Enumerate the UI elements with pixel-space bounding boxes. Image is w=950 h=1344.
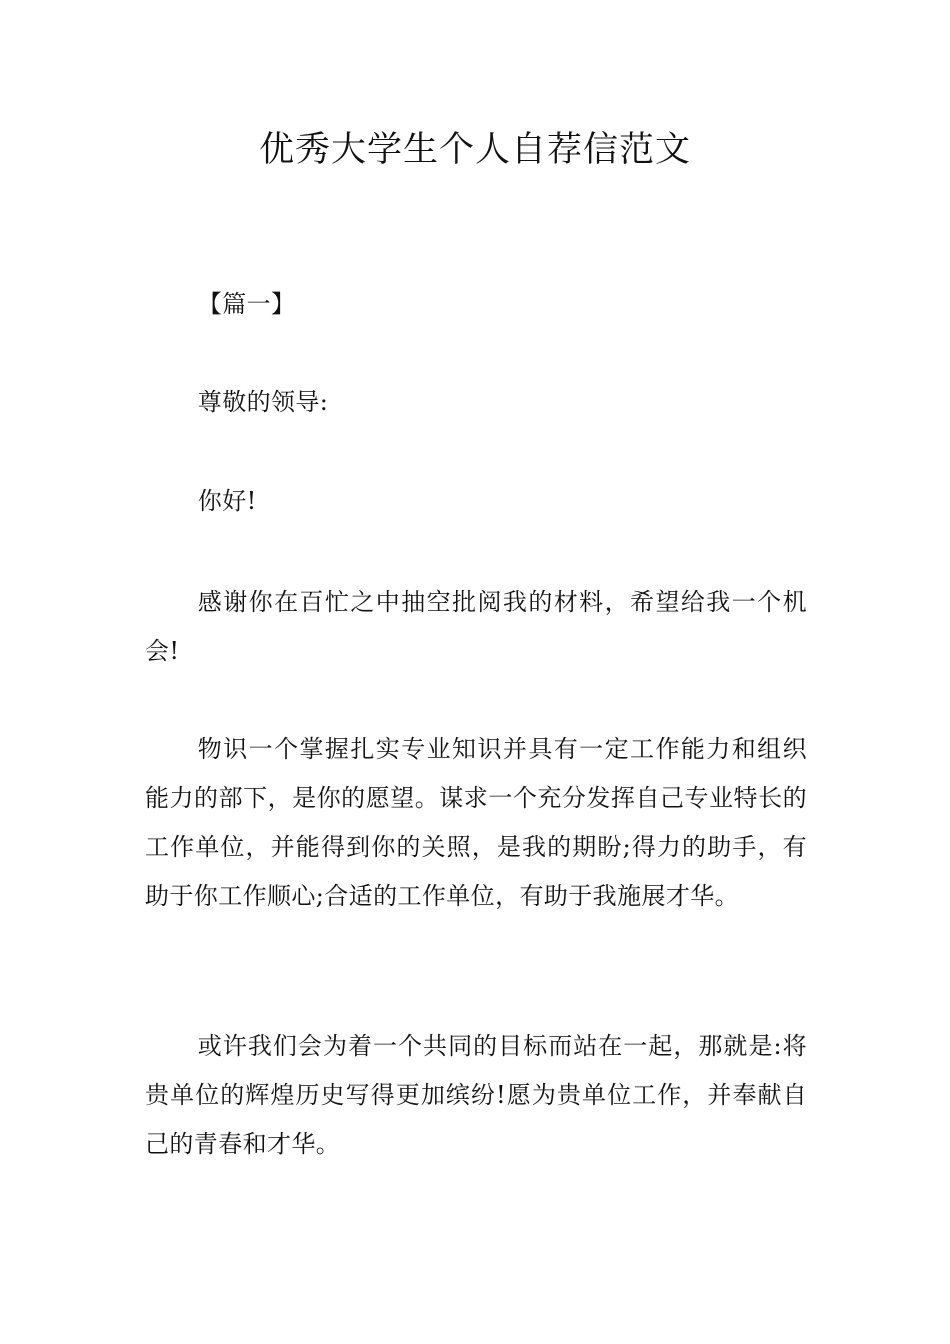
salutation: [145, 378, 807, 427]
paragraph-text: 或许我们会为着一个共同的目标而站在一起，那就是:将贵单位的辉煌历史写得更加缤纷!愿为贵单位工作，并奉献自己的青春和才华。: [145, 1032, 807, 1158]
paragraph-3: [145, 1022, 807, 1169]
greeting-text: 你好!: [197, 487, 257, 515]
section-label: [145, 280, 807, 329]
paragraph-text: 物识一个掌握扎实专业知识并具有一定工作能力和组织能力的部下，是你的愿望。谋求一个充分发挥自己专业特长的工作单位，并能得到你的关照，是我的期盼;得力的助手，有助于你工作顺心;合适的工作单位，有助于我施展才华。: [145, 735, 807, 910]
paragraph-2: [145, 725, 807, 921]
section-label-text: 【篇一】: [197, 290, 296, 318]
paragraph-1: [145, 578, 807, 676]
salutation-text: 尊敬的领导:: [197, 388, 329, 416]
paragraph-text: 感谢你在百忙之中抽空批阅我的材料，希望给我一个机会!: [145, 588, 807, 665]
document-title: 优秀大学生个人自荐信范文: [258, 130, 691, 170]
greeting: [145, 477, 807, 526]
